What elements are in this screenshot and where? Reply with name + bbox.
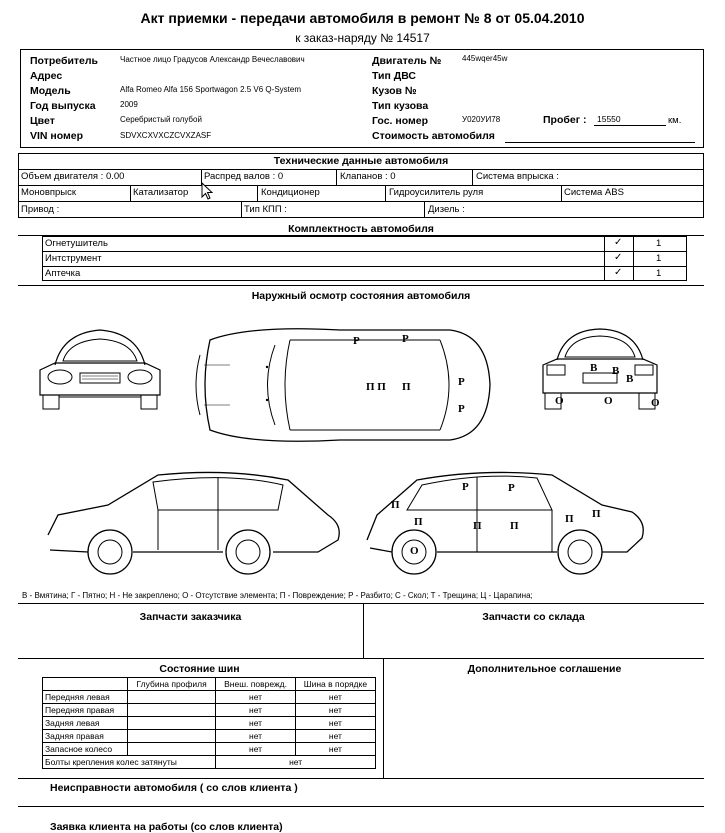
tyre-depth	[128, 743, 216, 756]
car-top-view	[190, 315, 495, 455]
kit-title: Комплектность автомобиля	[288, 223, 434, 235]
right-label-cost: Стоимость автомобиля	[372, 130, 495, 142]
client-label-address: Адрес	[30, 70, 63, 82]
damage-mark: Р	[458, 403, 465, 415]
table-row	[43, 717, 376, 730]
tyre-name: Передняя правая	[43, 704, 128, 717]
tyre-depth	[128, 691, 216, 704]
damage-mark: В	[590, 362, 598, 374]
damage-mark: О	[410, 545, 419, 557]
client-label-model: Модель	[30, 85, 71, 97]
tyre-damage: нет	[216, 717, 296, 730]
tech-gearbox: Тип КПП :	[244, 204, 287, 215]
client-value-year: 2009	[120, 100, 138, 109]
tech-valves: Клапанов : 0	[340, 171, 396, 182]
document-title: Акт приемки - передачи автомобиля в ремонт № 8 от 05.04.2010	[140, 10, 585, 26]
damage-legend: В - Вмятина; Г - Пятно; Н - Не закреплено; О - Отсутствие элемента; П - Повреждение; Р - Разбито; С - Скол; Т - Трещина; Ц - Царапина;	[22, 591, 533, 600]
damage-mark: Р	[462, 481, 469, 493]
table-row	[43, 730, 376, 743]
right-label-plate: Гос. номер	[372, 115, 429, 127]
right-label-engine: Двигатель №	[372, 55, 442, 67]
right-value-engine: 445wqer45w	[462, 54, 508, 63]
client-value-color: Серебристый голубой	[120, 115, 202, 124]
right-label-body-type: Тип кузова	[372, 100, 429, 112]
car-right-side-view	[362, 460, 652, 580]
damage-mark: П	[473, 520, 482, 532]
tyre-damage: нет	[216, 704, 296, 717]
kit-item-check-icon: ✓	[614, 237, 623, 248]
kit-item-name: Огнетушитель	[45, 238, 108, 249]
damage-mark: О	[555, 395, 564, 407]
client-value-consumer: Частное лицо Градусов Александр Вечеславович	[120, 55, 305, 64]
table-row	[43, 756, 376, 769]
damage-mark: О	[604, 395, 613, 407]
tech-engine-volume: Объем двигателя : 0.00	[21, 171, 125, 182]
right-value-plate: У020УИ78	[462, 115, 501, 124]
faults-title: Неисправности автомобиля ( со слов клиента )	[50, 782, 298, 794]
tyre-name: Задняя левая	[43, 717, 128, 730]
customer-parts-title: Запчасти заказчика	[139, 611, 242, 623]
damage-mark: Р	[353, 335, 360, 347]
tyre-ok: нет	[295, 691, 375, 704]
bolts-label: Болты крепления колес затянуты	[43, 756, 216, 769]
tech-monoinjection: Моновпрыск	[21, 187, 77, 198]
tech-power-steering: Гидроусилитель руля	[389, 187, 484, 198]
kit-item-name: Интструмент	[45, 253, 102, 264]
tyre-depth	[128, 730, 216, 743]
kit-table	[42, 236, 687, 281]
tyre-ok: нет	[295, 743, 375, 756]
kit-item-qty: 1	[656, 268, 662, 279]
tyre-ok: нет	[295, 717, 375, 730]
tech-camshafts: Распред валов : 0	[204, 171, 284, 182]
damage-mark: Р	[402, 333, 409, 345]
kit-item-check-icon: ✓	[614, 252, 623, 263]
damage-mark: Р	[458, 376, 465, 388]
mileage-value: 15550	[597, 114, 621, 124]
tyres-header: Внеш. поврежд.	[216, 678, 296, 691]
client-value-model: Alfa Romeo Alfa 156 Sportwagon 2.5 V6 Q-System	[120, 85, 301, 94]
damage-mark: П	[510, 520, 519, 532]
inspection-title: Наружный осмотр состояния автомобиля	[251, 290, 471, 302]
tyres-header	[43, 678, 128, 691]
tech-catalyst: Катализатор	[133, 187, 189, 198]
tech-injection: Система впрыска :	[476, 171, 559, 182]
tyre-depth	[128, 704, 216, 717]
tech-abs: Система ABS	[564, 187, 624, 198]
car-front-view	[35, 325, 165, 415]
tyre-damage: нет	[216, 730, 296, 743]
tech-drive: Привод :	[21, 204, 60, 215]
tyres-header: Шина в порядке	[295, 678, 375, 691]
car-left-side-view	[38, 460, 348, 580]
tyres-title: Состояние шин	[159, 663, 240, 675]
table-row	[43, 691, 376, 704]
tyre-name: Задняя правая	[43, 730, 128, 743]
request-title: Заявка клиента на работы (со слов клиента)	[50, 821, 283, 833]
damage-mark: П	[414, 516, 423, 528]
damage-mark: П	[402, 381, 411, 393]
tyre-ok: нет	[295, 704, 375, 717]
bolts-value: нет	[216, 756, 376, 769]
damage-mark: П	[565, 513, 574, 525]
agreement-title: Дополнительное соглашение	[467, 663, 622, 675]
right-label-engine-type: Тип ДВС	[372, 70, 416, 82]
damage-mark: Р	[508, 482, 515, 494]
tyre-damage: нет	[216, 743, 296, 756]
tech-diesel: Дизель :	[428, 204, 465, 215]
table-row	[43, 743, 376, 756]
damage-mark: О	[651, 397, 660, 409]
right-label-body-number: Кузов №	[372, 85, 417, 97]
kit-item-name: Аптечка	[45, 268, 81, 279]
damage-mark: П П	[366, 381, 386, 393]
warehouse-parts-title: Запчасти со склада	[482, 611, 585, 623]
tyre-ok: нет	[295, 730, 375, 743]
mileage-label: Пробег :	[543, 114, 587, 126]
mileage-unit: км.	[668, 115, 682, 126]
kit-item-qty: 1	[656, 238, 662, 249]
damage-mark: П	[391, 499, 400, 511]
tyre-name: Запасное колесо	[43, 743, 128, 756]
client-label-vin: VIN номер	[30, 130, 84, 142]
order-subtitle: к заказ-наряду № 14517	[295, 31, 430, 45]
tyre-depth	[128, 717, 216, 730]
mileage-underline	[594, 125, 666, 126]
tyre-name: Передняя левая	[43, 691, 128, 704]
tyre-damage: нет	[216, 691, 296, 704]
table-row	[43, 704, 376, 717]
damage-mark: В	[612, 365, 620, 377]
kit-item-check-icon: ✓	[614, 267, 623, 278]
client-label-consumer: Потребитель	[30, 55, 99, 67]
client-value-vin: SDVXCXVXCZCVXZASF	[120, 131, 212, 140]
tech-data-title: Технические данные автомобиля	[273, 155, 449, 167]
damage-mark: П	[592, 508, 601, 520]
kit-item-qty: 1	[656, 253, 662, 264]
tyres-table	[42, 677, 376, 769]
tyres-header: Глубина профиля	[128, 678, 216, 691]
client-label-color: Цвет	[30, 115, 55, 127]
client-label-year: Год выпуска	[30, 100, 96, 112]
damage-mark: В	[626, 373, 634, 385]
tech-conditioner: Кондиционер	[261, 187, 320, 198]
mouse-cursor-icon	[201, 182, 215, 202]
cost-underline	[505, 142, 695, 143]
